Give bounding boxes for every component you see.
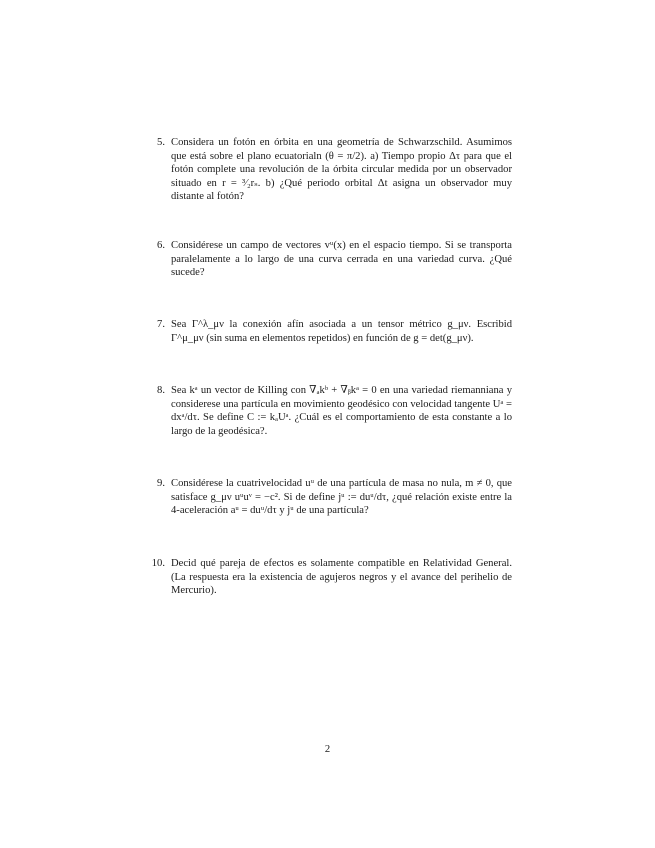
problem-10 [150, 557, 512, 598]
problem-text: Considera un fotón en órbita en una geometría de Schwarzschild. Asumimos que está sobre el plano ecuatorialn (θ = π/2). a) Tiempo propio Δτ para que el fotón complete una revolución de la órbita circular medida por un observador situado en r = ³⁄₂rₛ. b) ¿Qué periodo orbital Δt asigna un observador muy distante al fotón? [171, 137, 512, 203]
problem-text: Considérese la cuatrivelocidad uᵘ de una partícula de masa no nula, m ≠ 0, que satisface g_μν uᵘuᵛ = −c². Si de define jᵘ := duᵘ/dτ, ¿qué relación existe entre la 4-aceleración aᵘ = duᵘ/dτ y jᵘ de una partícula? [171, 478, 512, 517]
problem-number: 9. [157, 478, 165, 489]
problem-5 [150, 136, 512, 204]
problem-number: 6. [157, 240, 165, 251]
problem-7 [150, 318, 512, 345]
problem-number: 8. [157, 385, 165, 396]
problem-8 [150, 384, 512, 438]
problem-text: Sea Γ^λ_μν la conexión afín asociada a un tensor métrico g_μν. Escribid Γ^μ_μν (sin suma en elementos repetidos) en función de g = det(g_μν). [171, 319, 512, 344]
problem-6 [150, 239, 512, 280]
problem-text: Decid qué pareja de efectos es solamente compatible en Relatividad General. (La respuesta era la existencia de agujeros negros y el avance del perihelio de Mercurio). [171, 558, 512, 597]
problem-text: Considérese un campo de vectores vᵘ(x) en el espacio tiempo. Si se transporta paralelamente a lo largo de una curva cerrada en una variedad curva. ¿Qué sucede? [171, 240, 512, 279]
problem-9 [150, 477, 512, 518]
problem-number: 7. [157, 319, 165, 330]
page-number: 2 [324, 744, 331, 755]
problem-text: Sea kᵃ un vector de Killing con ∇ₐkᵇ + ∇ᵦkᵃ = 0 en una variedad riemanniana y considerese una partícula en movimiento geodésico con velocidad tangente Uᵃ = dxᵃ/dτ. Se define C := kₐUᵃ. ¿Cuál es el comportamiento de esta constante a lo largo de la geodésica?. [171, 385, 512, 437]
problem-number: 10. [151, 558, 165, 569]
problem-number: 5. [157, 137, 165, 148]
